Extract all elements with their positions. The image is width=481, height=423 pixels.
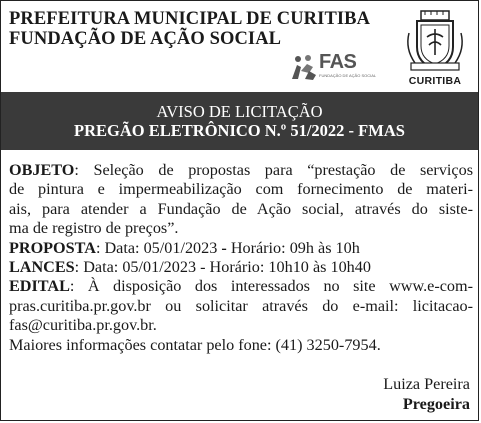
- fas-logo: [289, 51, 379, 85]
- objeto-line-4: ma de registro de preços”.: [9, 219, 179, 238]
- contact-info: Maiores informações contatar pelo fone: (41) 3250-7954.: [9, 335, 381, 354]
- proposta-date: : Data: 05/01/2023: [95, 238, 218, 257]
- signer-role: Pregoeira: [402, 395, 470, 413]
- title-banner: [1, 92, 478, 150]
- edital-line-2: pras.curitiba.pr.gov.br ou solicitar através do e-mail: licitacao-: [9, 296, 473, 315]
- signature-block: [383, 374, 470, 414]
- objeto-label: OBJETO: [9, 161, 75, 179]
- proposta-label: PROPOSTA: [9, 238, 96, 257]
- coat-of-arms-icon: [403, 9, 467, 73]
- lances-line: [9, 258, 473, 277]
- proposta-separator: -: [217, 238, 231, 257]
- objeto-line-2: de pintura e impermeabilização com fornecimento de materi-: [9, 180, 473, 199]
- edital-text-1: : À disposição dos interessados no site www.e-com-: [69, 277, 473, 296]
- objeto-text-1: : Seleção de propostas para “prestação de serviços: [74, 161, 473, 179]
- objeto-line-3: ais, para atender a Fundação de Ação social, através do siste-: [9, 199, 473, 218]
- curitiba-crest: [403, 9, 467, 89]
- notice-header: [1, 1, 478, 91]
- banner-title: AVISO DE LICITAÇÃO: [156, 102, 323, 121]
- edital-line-3: fas@curitiba.pr.gov.br.: [9, 316, 157, 335]
- edital-line-1: [9, 277, 473, 296]
- people-figures-icon: [289, 53, 319, 83]
- banner-subtitle: PREGÃO ELETRÔNICO N.º 51/2022 - FMAS: [74, 121, 405, 140]
- crest-city-name: CURITIBA: [408, 75, 462, 87]
- proposta-line: [9, 239, 473, 258]
- org-line-1: PREFEITURA MUNICIPAL DE CURITIBA: [9, 9, 371, 29]
- notice-body: [9, 161, 473, 355]
- proposta-time: Horário: 09h às 10h: [230, 238, 360, 257]
- fas-logo-subtitle: FUNDAÇÃO DE AÇÃO SOCIAL: [319, 73, 377, 78]
- objeto-line-1: [9, 161, 473, 180]
- organization-name: [9, 9, 370, 49]
- org-line-2: FUNDAÇÃO DE AÇÃO SOCIAL: [9, 29, 282, 49]
- fas-logo-text: FAS: [319, 51, 357, 73]
- lances-label: LANCES: [9, 258, 75, 277]
- lances-text: : Data: 05/01/2023 - Horário: 10h10 às 10h40: [74, 258, 371, 277]
- signer-name: Luiza Pereira: [383, 375, 470, 393]
- edital-label: EDITAL: [9, 277, 70, 296]
